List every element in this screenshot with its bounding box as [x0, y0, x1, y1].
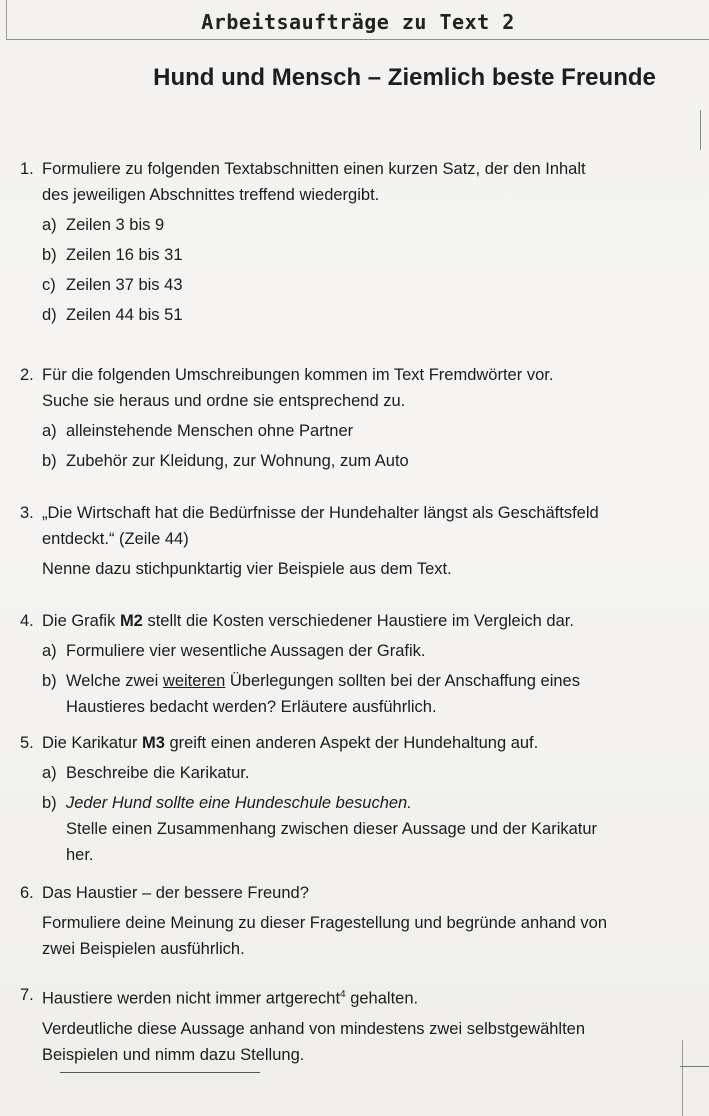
subtask-b: [42, 790, 690, 868]
material-ref: M3: [141, 734, 165, 752]
text-segment: stellt die Kosten verschiedener Haustiere im Vergleich dar.: [142, 612, 574, 630]
subtask-text: Zeilen 37 bis 43: [66, 276, 183, 294]
header-box: [6, 0, 709, 40]
task-text: Formuliere zu folgenden Textabschnitten einen kurzen Satz, der den Inhalt: [42, 160, 586, 178]
subtask-letter: a): [42, 642, 57, 660]
underlined-word: weiteren: [162, 672, 226, 690]
task-number: 4.: [20, 612, 34, 630]
subtask-letter: a): [42, 216, 57, 234]
task-number: 3.: [20, 504, 34, 522]
task-text: Verdeutliche diese Aussage anhand von mindestens zwei selbstgewählten: [42, 1019, 586, 1038]
task-4: [20, 608, 690, 720]
subtask-text: Zeilen 3 bis 9: [66, 216, 165, 234]
subtask-letter: a): [42, 764, 57, 782]
footnote-mark: 4: [340, 989, 346, 1000]
subtask-letter: d): [42, 306, 57, 324]
task-text: Beispielen und nimm dazu Stellung.: [42, 1045, 305, 1064]
task-text: „Die Wirtschaft hat die Bedürfnisse der Hundehalter längst als Geschäftsfeld: [42, 504, 599, 522]
subtask-a: [42, 760, 690, 786]
subtask-text: Zubehör zur Kleidung, zur Wohnung, zum Auto: [66, 452, 409, 470]
subtask-text: Haustieres bedacht werden? Erläutere ausführlich.: [66, 698, 437, 716]
text-segment: Haustiere werden nicht immer artgerecht: [42, 989, 341, 1008]
subtask-letter: b): [42, 452, 57, 470]
page-edge-line: [700, 110, 701, 150]
subtask-text: alleinstehende Menschen ohne Partner: [66, 422, 354, 440]
subtask-a: [42, 418, 690, 444]
task-text: des jeweiligen Abschnittes treffend wiedergibt.: [42, 186, 380, 204]
subtask-b: [42, 242, 690, 268]
text-segment: Welche zwei: [66, 672, 163, 690]
task-number: 1.: [20, 160, 34, 178]
task-3: [20, 500, 690, 582]
task-text: Formuliere deine Meinung zu dieser Fragestellung und begründe anhand von: [42, 914, 608, 932]
task-text: entdeckt.“ (Zeile 44): [42, 530, 189, 548]
task-number: 7.: [20, 986, 34, 1004]
task-text: [42, 730, 690, 756]
task-text: [42, 982, 690, 1012]
subtask-text: [66, 668, 690, 694]
subtask-letter: b): [42, 794, 57, 812]
subtask-b: [42, 448, 690, 474]
page-title: Hund und Mensch – Ziemlich beste Freunde: [153, 64, 656, 91]
text-segment: Die Karikatur: [42, 734, 142, 752]
subtask-letter: b): [42, 672, 57, 690]
subtask-a: [42, 638, 690, 664]
subtask-text: Beschreibe die Karikatur.: [66, 764, 250, 782]
task-text: Das Haustier – der bessere Freund?: [42, 884, 309, 902]
page-edge-line: [682, 1040, 683, 1116]
material-ref: M2: [119, 612, 143, 630]
footnote-divider: [60, 1072, 260, 1073]
task-2: [20, 362, 690, 474]
subtask-letter: a): [42, 422, 57, 440]
page-edge-line: [680, 1066, 709, 1067]
subtask-c: [42, 272, 690, 298]
subtask-letter: b): [42, 246, 57, 264]
task-text: Suche sie heraus und ordne sie entsprechend zu.: [42, 392, 406, 410]
task-number: 5.: [20, 734, 34, 752]
subtask-text: Zeilen 16 bis 31: [66, 246, 183, 264]
text-segment: greift einen anderen Aspekt der Hundehaltung auf.: [164, 734, 539, 752]
subtask-quote: Jeder Hund sollte eine Hundeschule besuchen.: [66, 794, 412, 812]
task-5: [20, 730, 690, 868]
task-text: Nenne dazu stichpunktartig vier Beispiele aus dem Text.: [42, 560, 452, 578]
task-1: [20, 156, 690, 328]
task-7: [20, 982, 690, 1068]
subtask-text: Stelle einen Zusammenhang zwischen dieser Aussage und der Karikatur: [66, 820, 598, 838]
subtask-d: [42, 302, 690, 328]
subtask-text: Zeilen 44 bis 51: [66, 306, 183, 324]
task-text: Für die folgenden Umschreibungen kommen im Text Fremdwörter vor.: [42, 366, 554, 384]
subtask-text: Formuliere vier wesentliche Aussagen der Grafik.: [66, 642, 426, 660]
subtask-text: her.: [66, 846, 94, 864]
task-text: [42, 608, 690, 634]
subtask-letter: c): [42, 276, 56, 294]
header-title: Arbeitsaufträge zu Text 2: [201, 10, 515, 34]
task-text: zwei Beispielen ausführlich.: [42, 940, 245, 958]
text-segment: Überlegungen sollten bei der Anschaffung eines: [225, 672, 580, 690]
task-6: [20, 880, 690, 962]
subtask-b: [42, 668, 690, 720]
task-number: 2.: [20, 366, 34, 384]
text-segment: Die Grafik: [42, 612, 120, 630]
text-segment: gehalten.: [345, 989, 419, 1008]
task-number: 6.: [20, 884, 34, 902]
subtask-a: [42, 212, 690, 238]
